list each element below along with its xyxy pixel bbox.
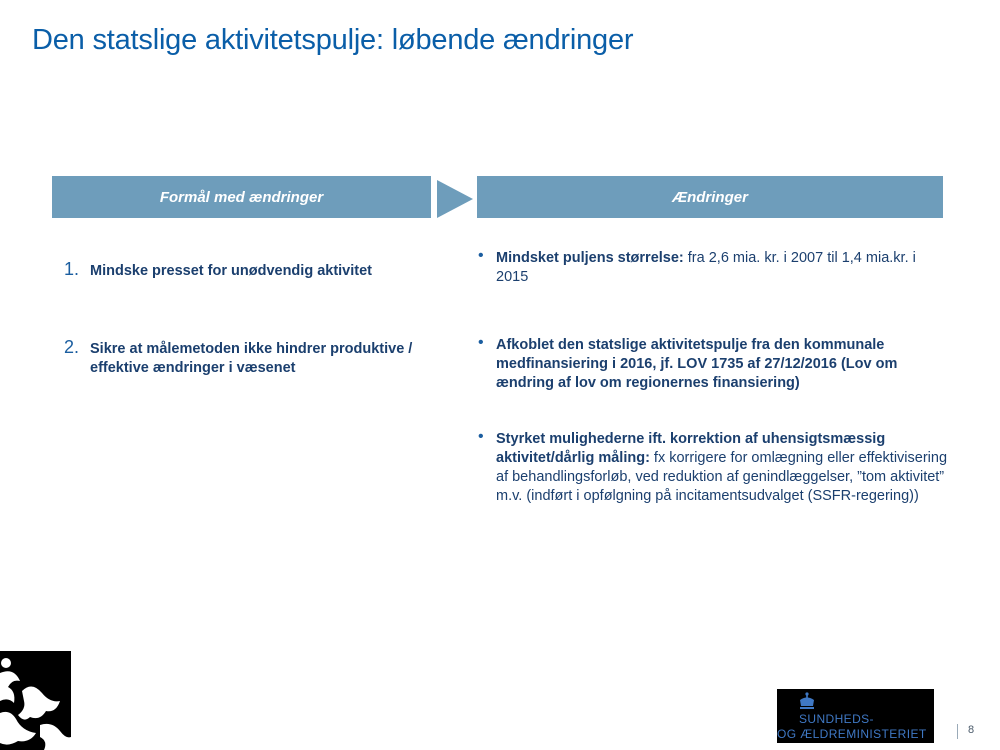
header-formaal-label: Formål med ændringer — [159, 188, 324, 206]
header-formaal — [52, 176, 431, 218]
goal-number: 1. — [64, 259, 80, 279]
goal-number: 2. — [64, 337, 80, 357]
change-item — [478, 430, 948, 506]
change-text — [478, 430, 948, 506]
goal-text: Mindske presset for unødvendig aktivitet — [90, 263, 372, 279]
change-bold: Mindsket puljens størrelse: — [496, 250, 684, 266]
header-aendringer — [477, 176, 943, 218]
slide-title: Den statslige aktivitetspulje: løbende ændringer — [32, 24, 634, 56]
change-text — [478, 336, 948, 393]
goal-item — [64, 259, 470, 281]
change-item — [478, 336, 948, 393]
bullet-icon: • — [478, 334, 484, 351]
bullet-icon: • — [478, 247, 484, 264]
footer-divider — [957, 724, 958, 739]
page-number: 8 — [968, 724, 975, 736]
ministry-logo — [777, 689, 934, 743]
header-aendringer-label: Ændringer — [672, 188, 748, 206]
change-normal: fra 2,6 mia. kr. i 2007 til 1,4 mia.kr. i 2015 — [496, 250, 916, 285]
logo-line2: OG ÆLDREMINISTERIET — [777, 727, 927, 741]
crown-icon — [799, 692, 815, 710]
change-bold: Afkoblet den statslige aktivitetspulje fra den kommunale medfinansiering i 2016, jf. LOV 1735 af 27/12/2016 (Lov om ændring af lov om regionernes finansiering) — [496, 337, 898, 391]
change-normal: fx korrigere for omlægning eller effektivisering af behandlingsforløb, ved reduktion af genindlæggelser, ”tom aktivitet” m.v. (indført i opfølgning på incitamentsudvalget (SSFR-regering)) — [496, 450, 948, 504]
chevron-right-icon — [437, 180, 473, 218]
logo-line1: SUNDHEDS- — [799, 712, 874, 726]
change-bold: Styrket mulighederne ift. korrektion af uhensigtsmæssig aktivitet/dårlig måling: — [496, 431, 886, 466]
change-text — [478, 249, 948, 287]
goal-text: Sikre at målemetoden ikke hindrer produktive / effektive ændringer i væsenet — [90, 341, 413, 376]
change-item — [478, 249, 948, 287]
goal-item — [64, 337, 470, 378]
royal-crest-icon — [0, 651, 71, 750]
bullet-icon: • — [478, 428, 484, 445]
